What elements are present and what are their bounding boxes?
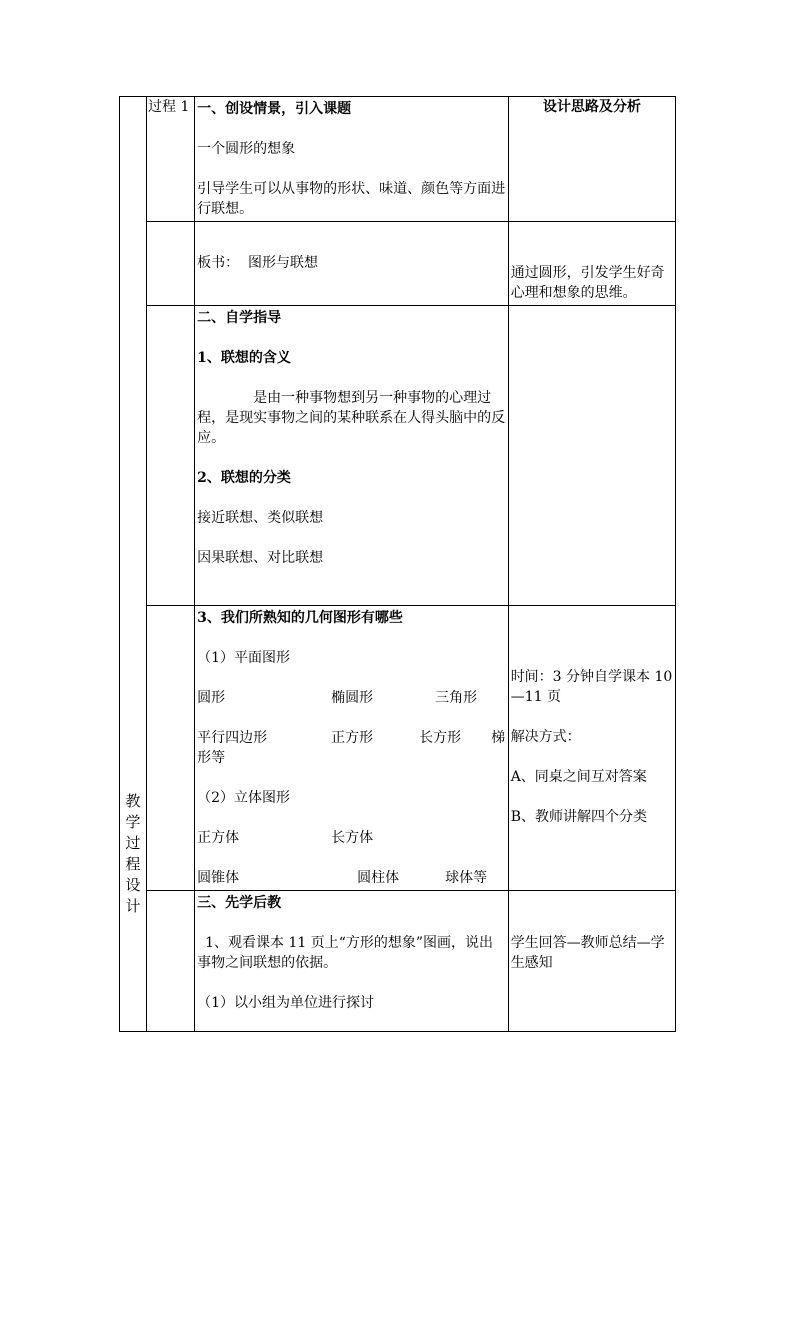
list-item: 椭圆形 [331, 690, 374, 706]
list-item: 正方形 [331, 730, 374, 746]
main-cell [195, 306, 509, 606]
list-item: 梯 [491, 730, 506, 746]
step-label: 过程 1 [148, 99, 190, 115]
note-text: 学生回答—教师总结—学生感知 [510, 935, 665, 971]
list-item: 形等 [197, 750, 226, 766]
table-row [120, 97, 676, 222]
sub-heading: 2、联想的分类 [197, 470, 291, 486]
list-item: 圆形 [197, 690, 226, 706]
table-row [120, 891, 676, 1032]
sub-heading: （1）平面图形 [197, 650, 291, 666]
sub-heading: 1、联想的含义 [197, 350, 291, 366]
main-cell [195, 606, 509, 891]
side-label-char: 设 [125, 876, 141, 894]
table-row [120, 222, 676, 306]
step-cell [147, 891, 195, 1032]
note-heading: 设计思路及分析 [542, 99, 641, 115]
step-cell [147, 306, 195, 606]
step-cell [147, 222, 195, 306]
sub-heading: （2）立体图形 [197, 790, 291, 806]
note-cell [508, 606, 675, 891]
section-heading: 二、自学指导 [197, 310, 282, 326]
paragraph: 是由一种事物想到另一种事物的心理过程，是现实事物之间的某种联系在人得头脑中的反应。 [197, 390, 506, 446]
side-label-char: 教 [125, 792, 141, 810]
list-item: 三角形 [435, 690, 478, 706]
note-cell [508, 97, 675, 222]
shape-list [197, 828, 507, 848]
side-label-char: 过 [125, 834, 141, 852]
step-cell [147, 97, 195, 222]
list-item: 正方体 [197, 830, 240, 846]
paragraph: 一个圆形的想象 [197, 141, 296, 157]
list-item: 平行四边形 [197, 730, 268, 746]
shape-list [197, 868, 507, 888]
paragraph: （1）以小组为单位进行探讨 [197, 995, 375, 1011]
note-text: A、同桌之间互对答案 [510, 769, 647, 785]
side-label-char: 学 [125, 813, 141, 831]
list-item: 圆锥体 [197, 870, 240, 886]
list-item: 球体等 [445, 870, 488, 886]
note-text: 时间：3 分钟自学课本 10—11 页 [510, 669, 673, 705]
side-label-char: 计 [125, 897, 141, 915]
paragraph: 1、观看课本 11 页上“方形的想象”图画，说出事物之间联想的依据。 [197, 935, 494, 971]
note-cell [508, 222, 675, 306]
board-text: 板书： 图形与联想 [197, 255, 319, 271]
list-item: 圆柱体 [357, 870, 400, 886]
list-item: 长方形 [419, 730, 462, 746]
note-text: 解决方式： [510, 729, 581, 745]
shape-list [197, 688, 507, 708]
lesson-plan-table [119, 96, 676, 1032]
section-heading: 一、创设情景，引入课题 [197, 101, 352, 117]
note-text: 通过圆形，引发学生好奇心理和想象的思维。 [510, 265, 665, 301]
main-cell [195, 97, 509, 222]
note-text: B、教师讲解四个分类 [510, 809, 647, 825]
table-row [120, 606, 676, 891]
note-cell [508, 891, 675, 1032]
note-cell [508, 306, 675, 606]
section-heading: 三、先学后教 [197, 895, 282, 911]
step-cell [147, 606, 195, 891]
list-item: 长方体 [331, 830, 374, 846]
side-label [120, 97, 146, 1321]
main-cell [195, 891, 509, 1032]
side-label-char: 程 [125, 855, 141, 873]
paragraph: 接近联想、类似联想 [197, 510, 324, 526]
paragraph: 因果联想、对比联想 [197, 550, 324, 566]
side-label-cell [120, 97, 147, 1032]
section-heading: 3、我们所熟知的几何图形有哪些 [197, 610, 403, 626]
shape-list [197, 728, 507, 748]
paragraph: 引导学生可以从事物的形状、味道、颜色等方面进行联想。 [197, 181, 506, 217]
table-row [120, 306, 676, 606]
main-cell [195, 222, 509, 306]
